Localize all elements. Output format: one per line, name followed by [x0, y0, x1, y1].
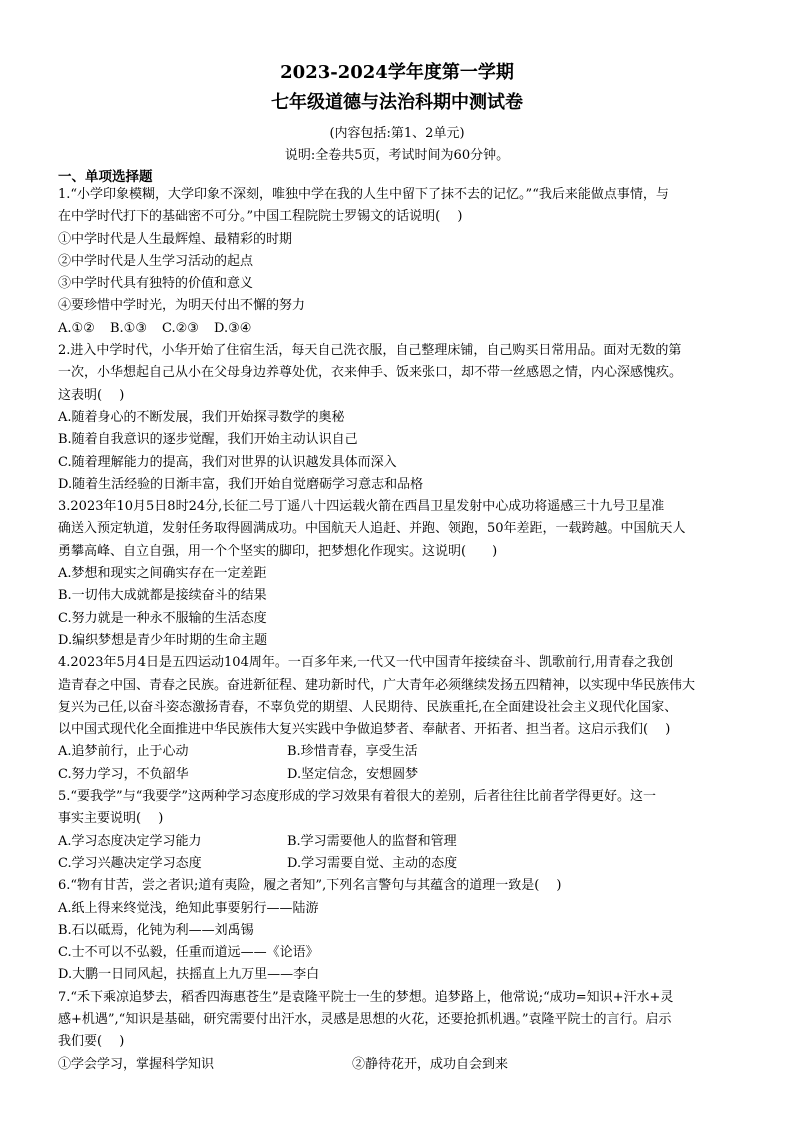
question-4-stem: 造青春之中国、青春之民族。奋进新征程、建功新时代，广大青年必须继续发扬五四精神，以实现中华民族伟大 [58, 677, 696, 693]
option-c[interactable]: C.努力就是一种永不服输的生活态度 [58, 610, 267, 626]
question-6-stem: 6.“物有甘苦，尝之者识;道有夷险，履之者知”,下列名言警句与其蕴含的道理一致是( ) [58, 878, 562, 894]
option-c[interactable]: C.士不可以不弘毅，任重而道远——《论语》 [58, 945, 319, 961]
question-2-stem: 这表明( ) [58, 387, 125, 403]
question-1-statement: ①中学时代是人生最辉煌、最精彩的时期 [58, 231, 293, 247]
question-1-statement: ③中学时代具有独特的价值和意义 [58, 276, 254, 292]
question-7-stem: 7.“禾下乘凉追梦去，稻香四海惠苍生”是袁隆平院士一生的梦想。追梦路上，他常说;“成功=知识+汗水+灵 [58, 989, 674, 1005]
question-7-stem: 我们要( ) [58, 1034, 125, 1050]
question-7-statements-row [58, 1054, 738, 1076]
option-a[interactable]: A.纸上得来终觉浅，绝知此事要躬行——陆游 [58, 900, 319, 916]
option-d[interactable]: D.编织梦想是青少年时期的生命主题 [58, 632, 268, 648]
question-4-stem: 复兴为己任,以奋斗姿态激扬青春，不辜负党的期望、人民期待、民族重托,在全面建设社会主义现代化国家、 [58, 699, 678, 715]
question-1-statement: ②中学时代是人生学习活动的起点 [58, 253, 254, 269]
question-3-stem: 3.2023年10月5日8时24分,长征二号丁遥八十四运载火箭在西昌卫星发射中心成功将遥感三十九号卫星准 [58, 499, 665, 515]
question-4-options-row [58, 741, 738, 763]
question-7-statement: ①学会学习，掌握科学知识 [58, 1056, 215, 1072]
option-d[interactable]: D.随着生活经验的日渐丰富，我们开始自觉磨砺学习意志和品格 [58, 476, 424, 492]
question-1-options [58, 318, 738, 340]
option-d[interactable]: D.学习需要自觉、主动的态度 [287, 855, 458, 871]
question-5-stem: 5.“要我学”与“我要学”这两种学习态度形成的学习效果有着很大的差别，后者往往比前者学得更好。这一 [58, 789, 656, 805]
option-b[interactable]: B.学习需要他人的监督和管理 [287, 833, 457, 849]
questions-body [58, 184, 738, 1076]
option-d[interactable]: D.③④ [214, 320, 252, 336]
exam-instructions: 说明:全卷共5页，考试时间为60分钟。 [284, 148, 510, 163]
option-d[interactable]: D.坚定信念，安想圆梦 [287, 766, 419, 782]
question-3-stem: 确送入预定轨道，发射任务取得圆满成功。中国航天人追赶、并跑、领跑，50年差距，一载跨越。中国航天人 [58, 521, 686, 537]
question-4-stem: 以中国式现代化全面推进中华民族伟大复兴实践中争做追梦者、奉献者、开拓者、担当者。这启示我们( ) [58, 722, 671, 738]
option-c[interactable]: C.学习兴趣决定学习态度 [58, 855, 202, 871]
question-2-stem: 一次，小华想起自己从小在父母身边养尊处优，衣来伸手、饭来张口，却不带一丝感恩之情，内心深感愧疚。 [58, 365, 683, 381]
question-4-options-row [58, 764, 738, 786]
question-5-options-row [58, 831, 738, 853]
content-scope: (内容包括:第1、2单元) [329, 126, 465, 141]
option-a[interactable]: A.学习态度决定学习能力 [58, 833, 202, 849]
section-title: 一、单项选择题 [58, 169, 153, 185]
option-a[interactable]: A.①② [58, 320, 95, 336]
exam-term-title: 2023-2024学年度第一学期 [280, 62, 514, 83]
option-b[interactable]: B.石以砥焉，化钝为利——刘禹锡 [58, 922, 254, 938]
option-b[interactable]: B.珍惜青春，享受生活 [287, 744, 418, 760]
exam-subject-title: 七年级道德与法治科期中测试卷 [271, 92, 523, 113]
question-3-stem: 勇攀高峰、自立自强，用一个个坚实的脚印，把梦想化作现实。这说明( ) [58, 543, 498, 559]
option-a[interactable]: A.梦想和现实之间确实存在一定差距 [58, 566, 267, 582]
option-d[interactable]: D.大鹏一日同风起，扶摇直上九万里——李白 [58, 967, 320, 983]
question-7-statement: ②静待花开，成功自会到来 [352, 1056, 509, 1072]
option-a[interactable]: A.随着身心的不断发展，我们开始探寻数学的奥秘 [58, 409, 345, 425]
option-b[interactable]: B.一切伟大成就都是接续奋斗的结果 [58, 588, 267, 604]
question-1-stem: 1.“小学印象模糊，大学印象不深刻，唯独中学在我的人生中留下了抹不去的记忆。”“我后来能做点事情，与 [58, 187, 669, 202]
option-c[interactable]: C.②③ [162, 320, 199, 336]
option-a[interactable]: A.追梦前行，止于心动 [58, 744, 189, 760]
question-4-stem: 4.2023年5月4日是五四运动104周年。一百多年来,一代又一代中国青年接续奋斗、凯歌前行,用青春之我创 [58, 655, 674, 671]
question-5-stem: 事实主要说明( ) [58, 811, 164, 827]
question-1-stem: 在中学时代打下的基础密不可分。”中国工程院院士罗锡文的话说明( ) [58, 209, 463, 225]
option-c[interactable]: C.随着理解能力的提高，我们对世界的认识越发具体而深入 [58, 454, 397, 470]
question-7-stem: 感+机遇”,“知识是基础，研究需要付出汗水，灵感是思想的火花，还要抢抓机遇。”袁隆平院士的言行。启示 [58, 1011, 672, 1027]
question-1-statement: ④要珍惜中学时光，为明天付出不懈的努力 [58, 298, 306, 314]
question-2-stem: 2.进入中学时代，小华开始了住宿生活，每天自己洗衣服，自己整理床铺，自己购买日常用品。面对无数的第 [58, 343, 682, 359]
question-5-options-row [58, 853, 738, 875]
option-b[interactable]: B.随着自我意识的逐步觉醒，我们开始主动认识自己 [58, 432, 358, 448]
option-c[interactable]: C.努力学习，不负韶华 [58, 766, 189, 782]
option-b[interactable]: B.①③ [110, 320, 147, 336]
